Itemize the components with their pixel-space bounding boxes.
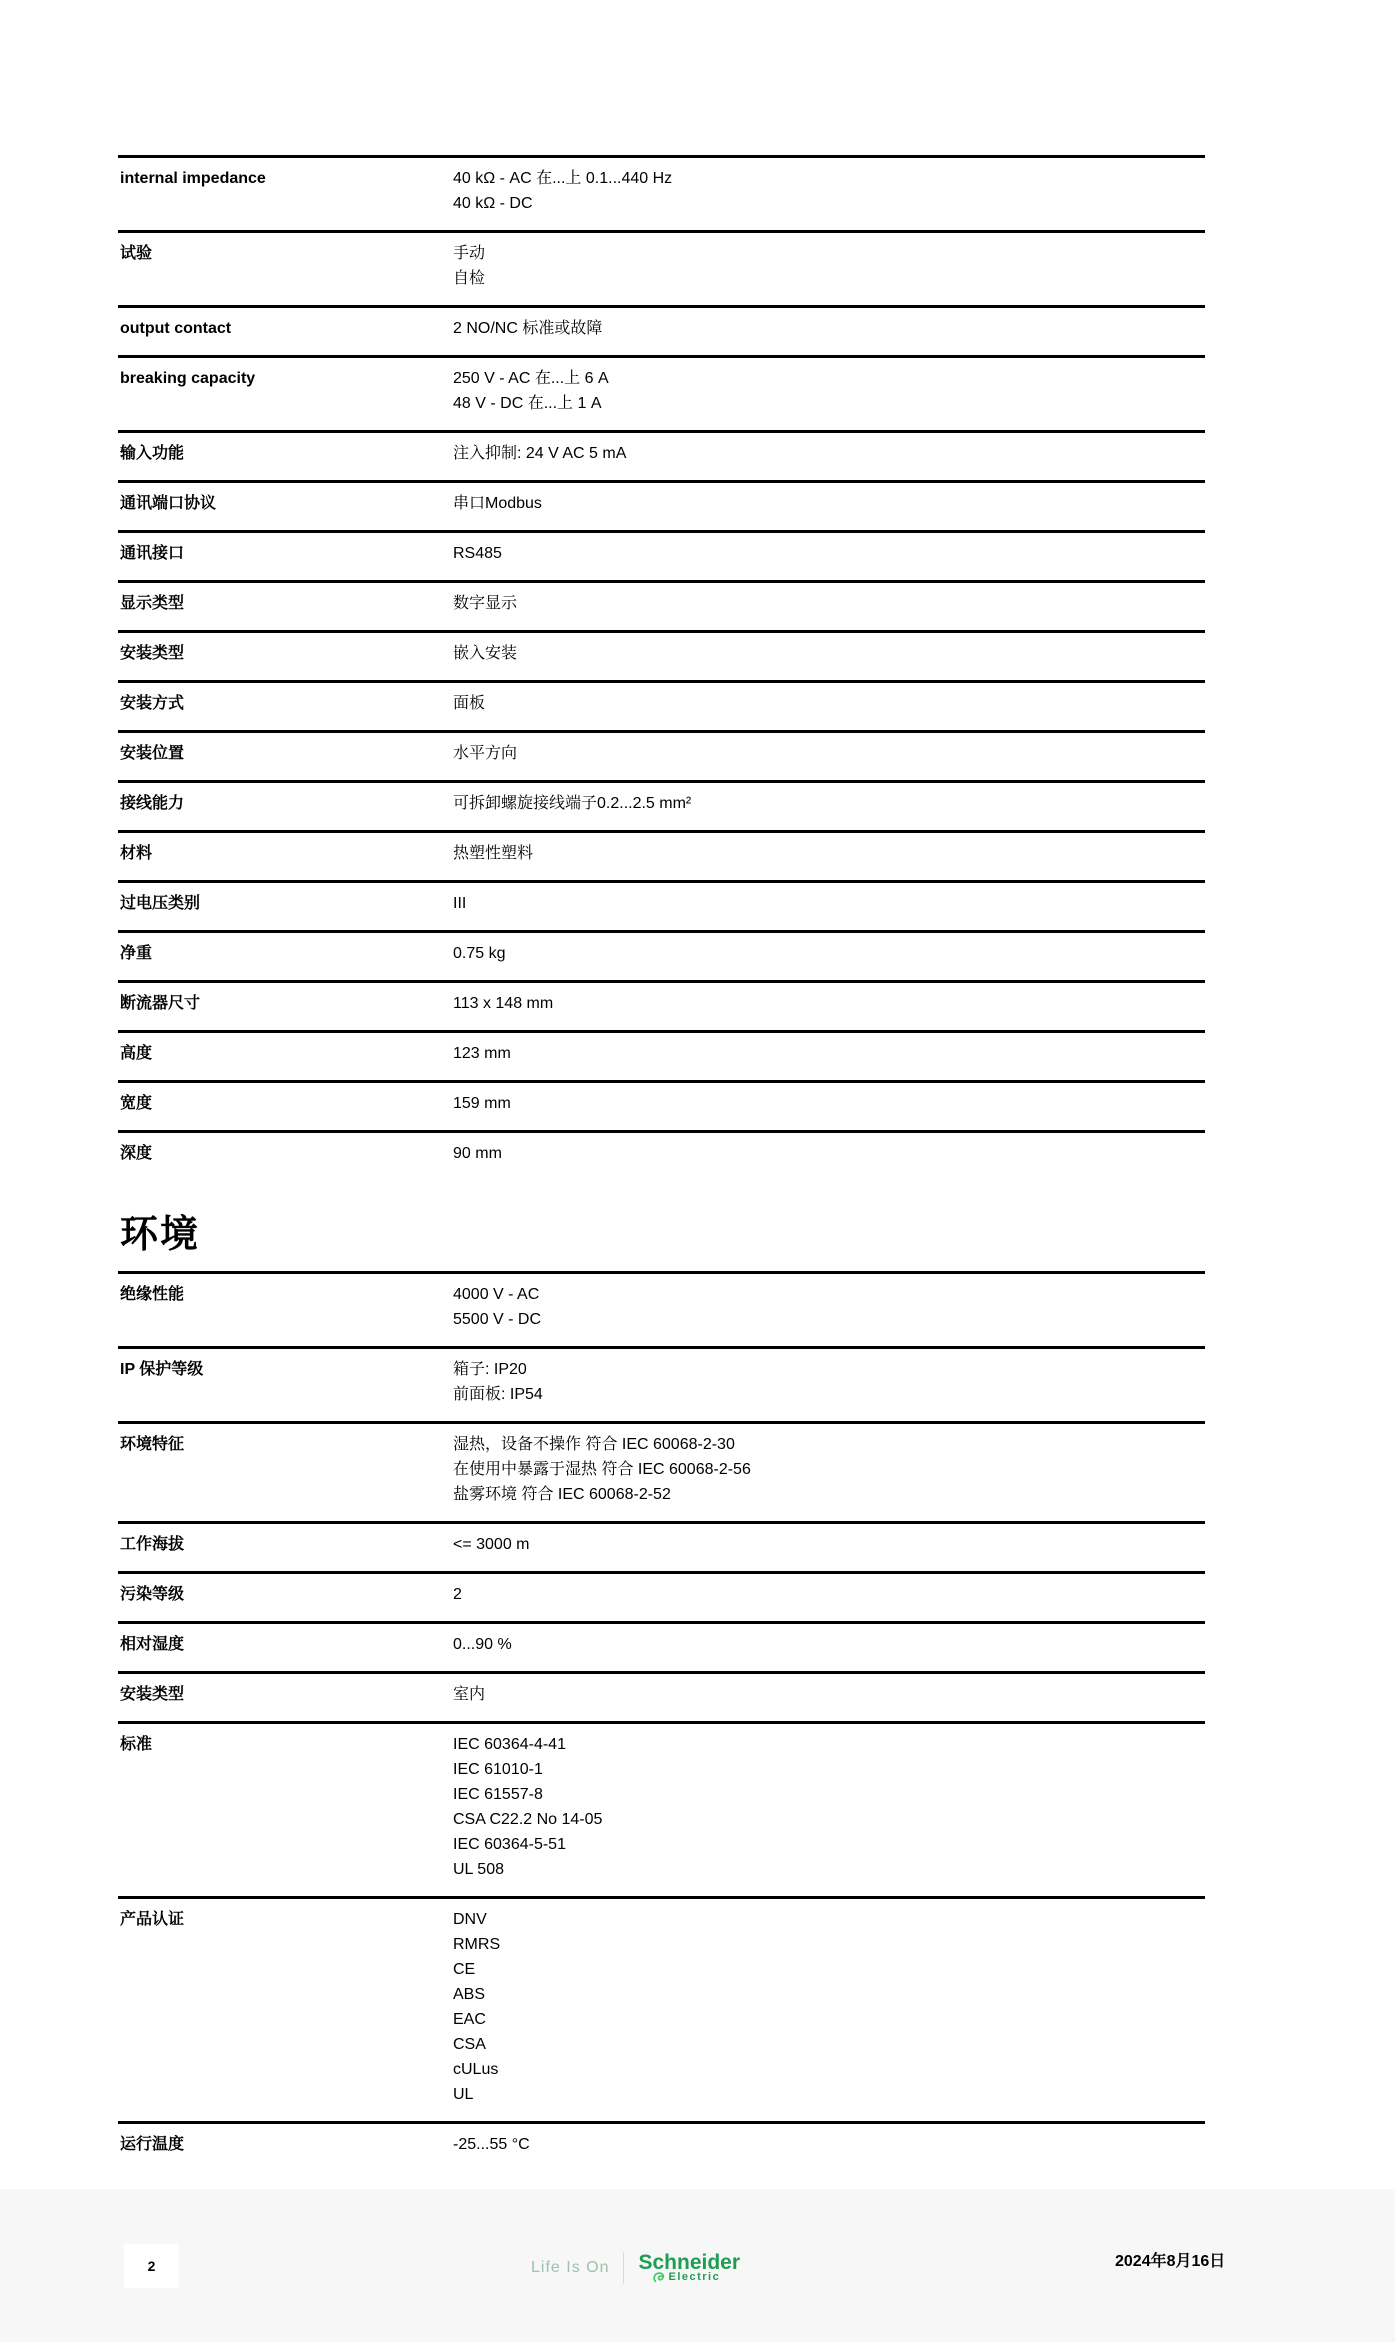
spec-label: 安装位置 xyxy=(120,745,185,762)
spec-row xyxy=(118,2121,1205,2171)
page-footer xyxy=(0,2189,1395,2342)
spec-label: output contact xyxy=(120,320,232,337)
spec-value xyxy=(453,1282,1205,1332)
spec-value-line: 面板 xyxy=(453,695,486,712)
spec-value-line: 数字显示 xyxy=(453,595,518,612)
spec-value-line: 手动 xyxy=(453,245,486,262)
spec-label: 绝缘性能 xyxy=(120,1286,185,1303)
spec-row xyxy=(118,530,1205,580)
spec-row xyxy=(118,980,1205,1030)
spec-label: 显示类型 xyxy=(120,595,185,612)
spec-row xyxy=(118,155,1205,230)
spec-value xyxy=(453,366,1205,416)
spec-value xyxy=(453,491,1205,516)
spec-value xyxy=(453,1682,1205,1707)
spec-value xyxy=(453,316,1205,341)
spec-label: 通讯端口协议 xyxy=(120,495,217,512)
spec-value-line: 2 xyxy=(453,1586,462,1603)
spec-value xyxy=(453,541,1205,566)
spec-label: 环境特征 xyxy=(120,1436,185,1453)
spec-value xyxy=(453,991,1205,1016)
spec-value-line: 注入抑制: 24 V AC 5 mA xyxy=(453,445,627,462)
spec-label: 产品认证 xyxy=(120,1911,185,1928)
spec-row xyxy=(118,830,1205,880)
spec-label: 输入功能 xyxy=(120,445,185,462)
spec-value-line: IEC 60364-4-41 xyxy=(453,1736,566,1753)
spec-value-line: IEC 61557-8 xyxy=(453,1786,543,1803)
spec-value xyxy=(453,441,1205,466)
spec-label: 安装方式 xyxy=(120,695,185,712)
spec-value-line: RMRS xyxy=(453,1936,501,1953)
spec-row xyxy=(118,880,1205,930)
spec-value-line: 250 V - AC 在...上 6 A xyxy=(453,370,609,387)
spec-value-line: 5500 V - DC xyxy=(453,1311,542,1328)
spec-row xyxy=(118,630,1205,680)
spec-label: internal impedance xyxy=(120,170,266,187)
spec-value xyxy=(453,2132,1205,2157)
spec-value-line: 4000 V - AC xyxy=(453,1286,540,1303)
spec-value-line: RS485 xyxy=(453,545,502,562)
spec-row xyxy=(118,930,1205,980)
spec-value xyxy=(453,791,1205,816)
spec-value-line: 113 x 148 mm xyxy=(453,995,554,1012)
spec-value-line: 嵌入安装 xyxy=(453,645,518,662)
spec-value xyxy=(453,1432,1205,1507)
spec-value-line: EAC xyxy=(453,2011,486,2028)
spec-label: 过电压类别 xyxy=(120,895,201,912)
spec-row xyxy=(118,1896,1205,2121)
spec-value xyxy=(453,241,1205,291)
spec-value-line: 40 kΩ - AC 在...上 0.1...440 Hz xyxy=(453,170,673,187)
spec-label: 工作海拔 xyxy=(120,1536,185,1553)
schneider-wordmark: Schneider xyxy=(638,2250,741,2274)
spec-row xyxy=(118,1080,1205,1130)
spec-value-line: ABS xyxy=(453,1986,486,2003)
spec-label: 相对湿度 xyxy=(120,1636,185,1653)
schneider-swirl-icon xyxy=(652,2271,666,2285)
spec-value xyxy=(453,741,1205,766)
spec-table-environment xyxy=(118,1271,1205,2171)
spec-label: 通讯接口 xyxy=(120,545,185,562)
datasheet-page-content xyxy=(118,155,1205,2171)
spec-value xyxy=(453,1141,1205,1166)
spec-label: 安装类型 xyxy=(120,645,185,662)
spec-table-main xyxy=(118,155,1205,1180)
spec-value-line: 盐雾环境 符合 IEC 60068-2-52 xyxy=(453,1486,671,1503)
section-heading-environment: 环境 xyxy=(120,1214,201,1256)
spec-value xyxy=(453,591,1205,616)
spec-value-line: 0...90 % xyxy=(453,1636,512,1653)
schneider-electric-wordmark xyxy=(638,2252,740,2285)
spec-row xyxy=(118,355,1205,430)
spec-value-line: UL 508 xyxy=(453,1861,504,1878)
spec-value xyxy=(453,166,1205,216)
spec-value-line: 箱子: IP20 xyxy=(453,1361,527,1378)
spec-label: 断流器尺寸 xyxy=(120,995,201,1012)
spec-value-line: cULus xyxy=(453,2061,499,2078)
spec-value xyxy=(453,1582,1205,1607)
spec-value xyxy=(453,1632,1205,1657)
spec-value-line: CSA C22.2 No 14-05 xyxy=(453,1811,603,1828)
spec-row xyxy=(118,1571,1205,1621)
spec-value-line: IEC 60364-5-51 xyxy=(453,1836,566,1853)
spec-row xyxy=(118,230,1205,305)
spec-value-line: 室内 xyxy=(453,1686,486,1703)
spec-value-line: 123 mm xyxy=(453,1045,511,1062)
spec-value xyxy=(453,1041,1205,1066)
spec-row xyxy=(118,1130,1205,1180)
spec-value-line: CSA xyxy=(453,2036,486,2053)
spec-label: 运行温度 xyxy=(120,2136,185,2153)
spec-row xyxy=(118,1346,1205,1421)
spec-value xyxy=(453,691,1205,716)
spec-value-line: 90 mm xyxy=(453,1145,502,1162)
brand-logo xyxy=(531,2246,740,2290)
spec-row xyxy=(118,730,1205,780)
spec-value-line: IEC 61010-1 xyxy=(453,1761,543,1778)
spec-value-line: 0.75 kg xyxy=(453,945,506,962)
spec-value-line: 可拆卸螺旋接线端子0.2...2.5 mm² xyxy=(453,795,692,812)
page-number: 2 xyxy=(147,2258,156,2274)
spec-value xyxy=(453,891,1205,916)
spec-row xyxy=(118,430,1205,480)
spec-row xyxy=(118,780,1205,830)
spec-row xyxy=(118,1030,1205,1080)
spec-label: 材料 xyxy=(120,845,153,862)
spec-value-line: 自检 xyxy=(453,270,486,287)
spec-row xyxy=(118,680,1205,730)
spec-row xyxy=(118,1621,1205,1671)
spec-value-line: 159 mm xyxy=(453,1095,511,1112)
spec-value-line: -25...55 °C xyxy=(453,2136,530,2153)
electric-wordmark: Electric xyxy=(668,2271,721,2283)
spec-value-line: DNV xyxy=(453,1911,487,1928)
spec-value-line: 热塑性塑料 xyxy=(453,845,534,862)
logo-divider xyxy=(623,2252,624,2284)
spec-label: 标准 xyxy=(120,1736,153,1753)
spec-value-line: <= 3000 m xyxy=(453,1536,530,1553)
spec-value xyxy=(453,1091,1205,1116)
spec-row xyxy=(118,1671,1205,1721)
spec-value xyxy=(453,941,1205,966)
spec-label: 接线能力 xyxy=(120,795,185,812)
spec-row xyxy=(118,1521,1205,1571)
spec-label: breaking capacity xyxy=(120,370,256,387)
spec-value-line: 前面板: IP54 xyxy=(453,1386,543,1403)
spec-value-line: 在使用中暴露于湿热 符合 IEC 60068-2-56 xyxy=(453,1461,751,1478)
spec-label: 安装类型 xyxy=(120,1686,185,1703)
spec-row xyxy=(118,580,1205,630)
footer-date: 2024年8月16日 xyxy=(1115,2253,1226,2270)
spec-value-line: 水平方向 xyxy=(453,745,518,762)
page-number-box xyxy=(124,2244,179,2288)
spec-value-line: 40 kΩ - DC xyxy=(453,195,533,212)
spec-value xyxy=(453,641,1205,666)
spec-label: 污染等级 xyxy=(120,1586,185,1603)
spec-row xyxy=(118,305,1205,355)
spec-label: 净重 xyxy=(120,945,153,962)
spec-value-line: 2 NO/NC 标准或故障 xyxy=(453,320,603,337)
spec-value-line: 湿热，设备不操作 符合 IEC 60068-2-30 xyxy=(453,1436,735,1453)
spec-row xyxy=(118,1421,1205,1521)
spec-row xyxy=(118,480,1205,530)
spec-label: 高度 xyxy=(120,1045,153,1062)
spec-label: 深度 xyxy=(120,1145,153,1162)
spec-value xyxy=(453,1357,1205,1407)
spec-value xyxy=(453,1732,1205,1882)
spec-value xyxy=(453,1907,1205,2107)
spec-value xyxy=(453,1532,1205,1557)
spec-value-line: III xyxy=(453,895,467,912)
spec-label: IP 保护等级 xyxy=(120,1361,204,1378)
spec-row xyxy=(118,1721,1205,1896)
life-is-on-tagline: Life Is On xyxy=(531,2259,610,2276)
spec-value-line: UL xyxy=(453,2086,474,2103)
spec-value-line: 48 V - DC 在...上 1 A xyxy=(453,395,602,412)
spec-label: 宽度 xyxy=(120,1095,153,1112)
spec-value-line: CE xyxy=(453,1961,476,1978)
spec-row xyxy=(118,1271,1205,1346)
spec-value xyxy=(453,841,1205,866)
spec-value-line: 串口Modbus xyxy=(453,495,542,512)
spec-label: 试验 xyxy=(120,245,153,262)
